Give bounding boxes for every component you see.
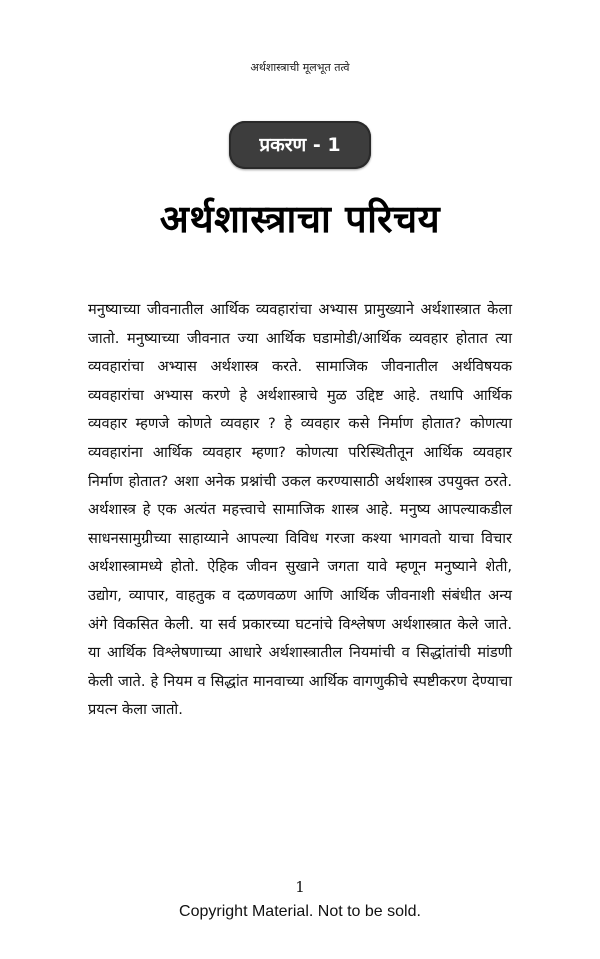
copyright-notice: Copyright Material. Not to be sold. <box>179 903 421 920</box>
chapter-title: अर्थशास्त्राचा परिचय <box>159 197 441 241</box>
running-header: अर्थशास्त्राची मूलभूत तत्वे <box>250 61 350 74</box>
body-paragraph: मनुष्याच्या जीवनातील आर्थिक व्यवहारांचा अभ्यास प्रामुख्याने अर्थशास्त्रात केला जातो. मनुष्याच्या जीवनात ज्या आर्थिक घडामोडी/आर्थिक व्यवहार होतात त्या व्यवहारांचा अभ्यास अर्थशास्त्र करते. सामाजिक जीवनातील अर्थविषयक व्यवहारांचा अभ्यास करणे हे अर्थशास्त्राचे मुळ उद्दिष्ट आहे. तथापि आर्थिक व्यवहार म्हणजे कोणते व्यवहार ? हे व्यवहार कसे निर्माण होतात? कोणत्या व्यवहारांना आर्थिक व्यवहार म्हणा? कोणत्या परिस्थितीतून आर्थिक व्यवहार निर्माण होतात? अशा अनेक प्रश्नांची उकल करण्यासाठी अर्थशास्त्र उपयुक्त ठरते. अर्थशास्त्र हे एक अत्यंत महत्त्वाचे सामाजिक शास्त्र आहे. मनुष्य आपल्याकडील साधनसामुग्रीच्या साहाय्याने आपल्या विविध गरजा कश्या भागवतो याचा विचार अर्थशास्त्रामध्ये होतो. ऐहिक जीवन सुखाने जगता यावे म्हणून मनुष्याने शेती, उद्योग, व्यापार, वाहतुक व दळणवळण आणि आर्थिक जीवनाशी संबंधीत अन्य अंगे विकसित केली. या सर्व प्रकारच्या घटनांचे विश्लेषण अर्थशास्त्रात केले जाते. या आर्थिक विश्लेषणाच्या आधारे अर्थशास्त्रातील नियमांची व सिद्धांतांची मांडणी केली जाते. हे नियम व सिद्धांत मानवाच्या आर्थिक वागणुकीचे स्पष्टीकरण देण्याचा प्रयत्न केला जातो. <box>88 301 512 719</box>
page-number: 1 <box>295 878 305 896</box>
chapter-label-badge: प्रकरण - 1 <box>229 121 371 169</box>
